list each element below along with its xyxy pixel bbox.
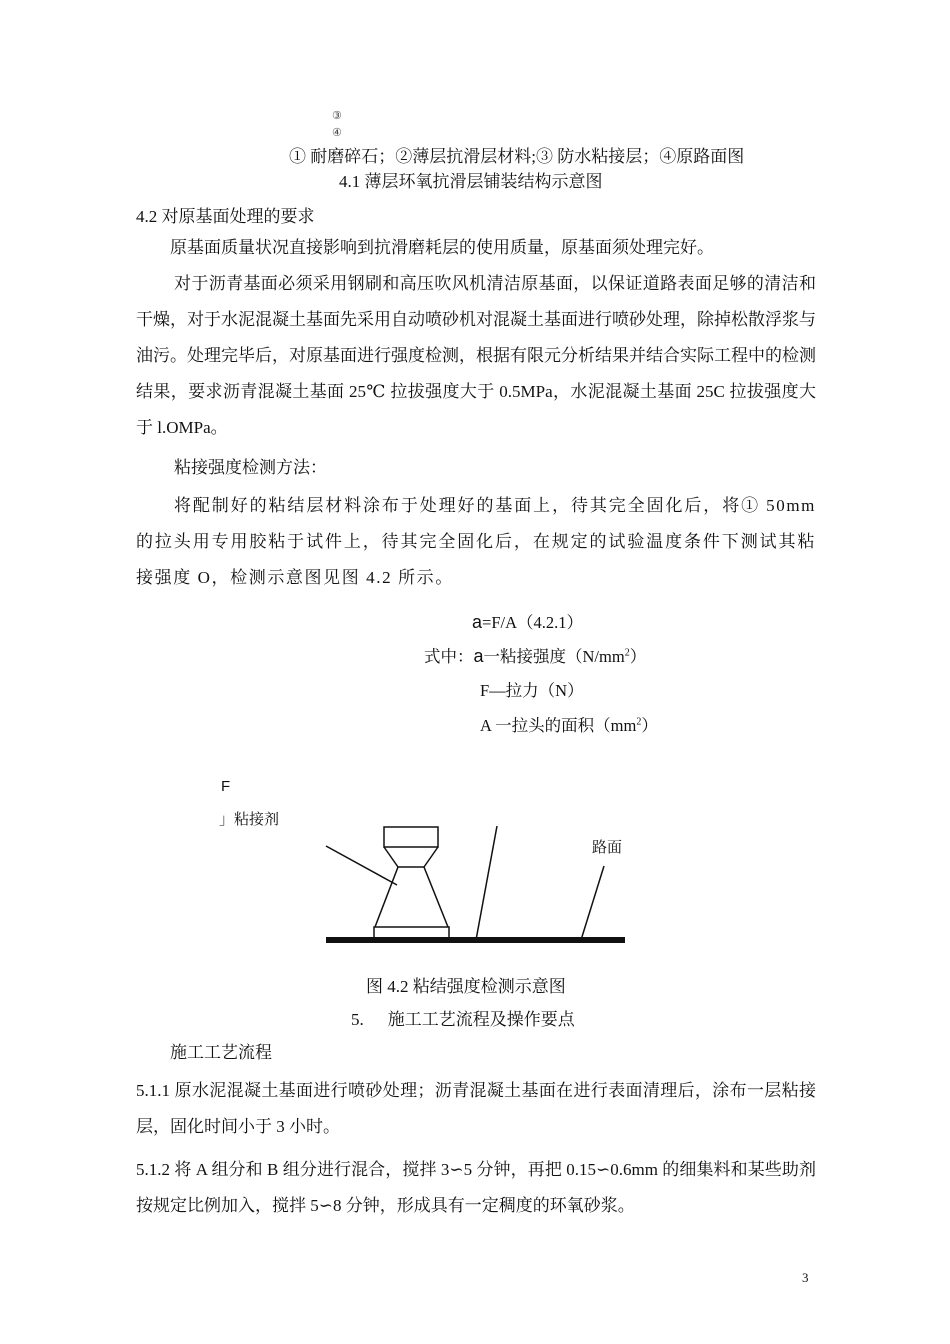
road-surface xyxy=(326,937,625,943)
page-number: 3 xyxy=(802,1270,809,1285)
diagram-label-road: 路面 xyxy=(592,839,623,856)
formula-def-F: F—拉力（N） xyxy=(480,681,584,700)
diagram-label-adhesive: 」粘接剂 xyxy=(219,811,280,828)
bond-strength-test-diagram xyxy=(300,815,640,950)
paragraph: 将配制好的粘结层材料涂布于处理好的基面上，待其完全固化后，将① 50mm 的拉头用专用胶粘于试件上，待其完全固化后，在规定的试验温度条件下测试其粘接强度 O，检测示意图见图 4.2 所示。 xyxy=(136,496,816,587)
paragraph: 粘接强度检测方法： xyxy=(174,458,327,477)
road-leader-line xyxy=(581,866,604,940)
figure-4-2-caption: 图 4.2 粘结强度检测示意图 xyxy=(366,977,566,996)
figure-4-1-caption: 4.1 薄层环氧抗滑层铺装结构示意图 xyxy=(339,172,603,191)
figure-marker-3: ③ xyxy=(332,110,342,122)
pull-head-top xyxy=(384,827,438,847)
diagram-label-force: F xyxy=(221,778,231,795)
section-5-heading: 5. 施工工艺流程及操作要点 xyxy=(351,1010,575,1029)
formula-def-a: 式中：a一粘接强度$(N/mm^2)$ xyxy=(424,646,647,666)
adhesive-leader-line xyxy=(326,846,397,885)
section-4-2-heading: 4.2 对原基面处理的要求 xyxy=(136,207,315,226)
figure-4-1-legend: ① 耐磨碎石；②薄层抗滑层材料;③ 防水粘接层；④原路面图 xyxy=(289,147,745,166)
formula-main: a=F/A（4.2.1） xyxy=(472,612,583,632)
figure-marker-4: ④ xyxy=(332,127,342,139)
section-5-subheading: 施工工艺流程 xyxy=(170,1043,272,1062)
formula-def-A: A 一拉头的面积$(mm^2)$ xyxy=(480,716,658,735)
list-item: 5.1.2 将 A 组分和 B 组分进行混合，搅拌 3∽5 分钟，再把 0.15∽0.6mm 的细集料和某些助剂按规定比例加入，搅拌 5∽8 分钟，形成具有一定稠度的环氧砂浆。 xyxy=(136,1160,816,1215)
list-item: 5.1.1 原水泥混凝土基面进行喷砂处理；沥青混凝土基面在进行表面清理后，涂布一层粘接层，固化时间小于 3 小时。 xyxy=(136,1081,816,1136)
pull-head-leader-line xyxy=(476,826,497,940)
paragraph: 对于沥青基面必须采用钢刷和高压吹风机清洁原基面，以保证道路表面足够的清洁和干燥，对于水泥混凝土基面先采用自动喷砂机对混凝土基面进行喷砂处理，除掉松散浮浆与油污。处理完毕后，对原基面进行强度检测，根据有限元分析结果并结合实际工程中的检测结果，要求沥青混凝土基面 25℃ 拉拔强度大于 0.5MPa，水泥混凝土基面 25C 拉拔强度大于 l.OMPa。 xyxy=(136,274,816,437)
paragraph: 原基面质量状况直接影响到抗滑磨耗层的使用质量，原基面须处理完好。 xyxy=(170,238,714,257)
